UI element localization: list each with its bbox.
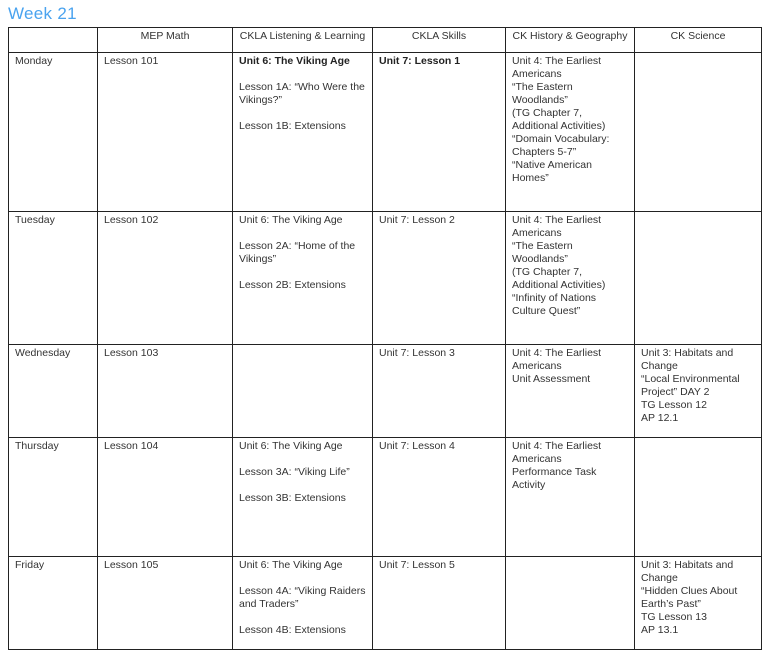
day-cell: Friday <box>9 557 98 650</box>
table-row-friday <box>9 557 762 650</box>
cell-mep-math <box>98 557 233 650</box>
cell-ck-science <box>635 438 762 557</box>
cell-line: Unit 3: Habitats and Change <box>641 347 734 372</box>
cell-line: (TG Chapter 7, Additional Activities) <box>512 266 606 291</box>
cell-line: “Hidden Clues About Earth’s Past” <box>641 585 738 610</box>
header-ckla-skills: CKLA Skills <box>373 28 506 53</box>
header-ck-science: CK Science <box>635 28 762 53</box>
cell-ckla-skills <box>373 345 506 438</box>
cell-mep-math <box>98 438 233 557</box>
table-row-thursday <box>9 438 762 557</box>
cell-ckla-listening <box>233 212 373 345</box>
cell-ckla-skills <box>373 212 506 345</box>
cell-ck-history <box>506 345 635 438</box>
cell-ck-history <box>506 212 635 345</box>
cell-line: Unit Assessment <box>512 373 591 385</box>
cell-ck-science <box>635 345 762 438</box>
cell-line: Lesson 102 <box>104 214 159 226</box>
cell-line: Unit 4: The Earliest Americans <box>512 347 602 372</box>
cell-line: “Infinity of Nations Culture Quest” <box>512 292 597 317</box>
cell-line: (TG Chapter 7, Additional Activities) <box>512 107 606 132</box>
cell-ckla-skills <box>373 53 506 212</box>
cell-line: TG Lesson 13 <box>641 611 707 623</box>
cell-line: Unit 4: The Earliest Americans <box>512 214 602 239</box>
cell-line: Lesson 2B: Extensions <box>239 279 346 291</box>
cell-line: Lesson 104 <box>104 440 159 452</box>
day-cell: Thursday <box>9 438 98 557</box>
header-day <box>9 28 98 53</box>
cell-line: Lesson 1A: “Who Were the Vikings?” <box>239 81 365 106</box>
cell-line: Unit 7: Lesson 2 <box>379 214 455 226</box>
cell-line: Unit 6: The Viking Age <box>239 559 343 571</box>
cell-line: Unit 6: The Viking Age <box>239 214 343 226</box>
blank-line <box>239 227 366 240</box>
blank-line <box>239 266 366 279</box>
cell-line: Unit 7: Lesson 4 <box>379 440 455 452</box>
cell-ck-science <box>635 557 762 650</box>
cell-line: Lesson 3A: “Viking Life” <box>239 466 350 478</box>
cell-line: Unit 3: Habitats and Change <box>641 559 734 584</box>
day-cell: Tuesday <box>9 212 98 345</box>
cell-line: Lesson 101 <box>104 55 159 67</box>
blank-line <box>239 453 366 466</box>
cell-ckla-listening <box>233 53 373 212</box>
cell-line: Unit 7: Lesson 1 <box>379 55 461 67</box>
day-cell: Wednesday <box>9 345 98 438</box>
table-row-monday <box>9 53 762 212</box>
cell-line: TG Lesson 12 <box>641 399 707 411</box>
cell-ck-history <box>506 53 635 212</box>
blank-line <box>239 572 366 585</box>
cell-line: Lesson 4A: “Viking Raiders and Traders” <box>239 585 366 610</box>
cell-mep-math <box>98 212 233 345</box>
header-ckla-listening: CKLA Listening & Learning <box>233 28 373 53</box>
cell-mep-math <box>98 345 233 438</box>
cell-line: Lesson 4B: Extensions <box>239 624 346 636</box>
cell-ckla-listening <box>233 557 373 650</box>
blank-line <box>239 107 366 120</box>
cell-ckla-listening <box>233 345 373 438</box>
blank-line <box>239 68 366 81</box>
table-row-tuesday <box>9 212 762 345</box>
cell-ckla-skills <box>373 438 506 557</box>
cell-ckla-listening <box>233 438 373 557</box>
weekly-schedule-table <box>8 27 762 650</box>
header-mep-math: MEP Math <box>98 28 233 53</box>
cell-line: Performance Task Activity <box>512 466 597 491</box>
cell-line: “Domain Vocabulary: Chapters 5-7” <box>512 133 610 158</box>
cell-mep-math <box>98 53 233 212</box>
cell-line: Unit 6: The Viking Age <box>239 440 343 452</box>
cell-line: Lesson 1B: Extensions <box>239 120 346 132</box>
header-row <box>9 28 762 53</box>
cell-line: Lesson 2A: “Home of the Vikings” <box>239 240 356 265</box>
cell-line: Unit 4: The Earliest Americans <box>512 440 602 465</box>
cell-line: Lesson 3B: Extensions <box>239 492 346 504</box>
blank-line <box>239 611 366 624</box>
cell-line: Unit 7: Lesson 3 <box>379 347 455 359</box>
cell-line: AP 12.1 <box>641 412 679 424</box>
cell-line: Unit 4: The Earliest Americans <box>512 55 602 80</box>
cell-line: Lesson 103 <box>104 347 159 359</box>
cell-line: “Local Environmental Project” DAY 2 <box>641 373 740 398</box>
cell-line: Lesson 105 <box>104 559 159 571</box>
day-cell: Monday <box>9 53 98 212</box>
table-row-wednesday <box>9 345 762 438</box>
week-title: Week 21 <box>8 4 77 23</box>
cell-line: “Native American Homes” <box>512 159 592 184</box>
cell-ck-history <box>506 557 635 650</box>
cell-line: Unit 7: Lesson 5 <box>379 559 455 571</box>
cell-ck-history <box>506 438 635 557</box>
cell-line: Unit 6: The Viking Age <box>239 55 350 67</box>
blank-line <box>239 479 366 492</box>
cell-line: “The Eastern Woodlands” <box>512 240 573 265</box>
cell-line: “The Eastern Woodlands” <box>512 81 573 106</box>
cell-ckla-skills <box>373 557 506 650</box>
header-ck-history: CK History & Geography <box>506 28 635 53</box>
cell-ck-science <box>635 53 762 212</box>
cell-ck-science <box>635 212 762 345</box>
cell-line: AP 13.1 <box>641 624 679 636</box>
